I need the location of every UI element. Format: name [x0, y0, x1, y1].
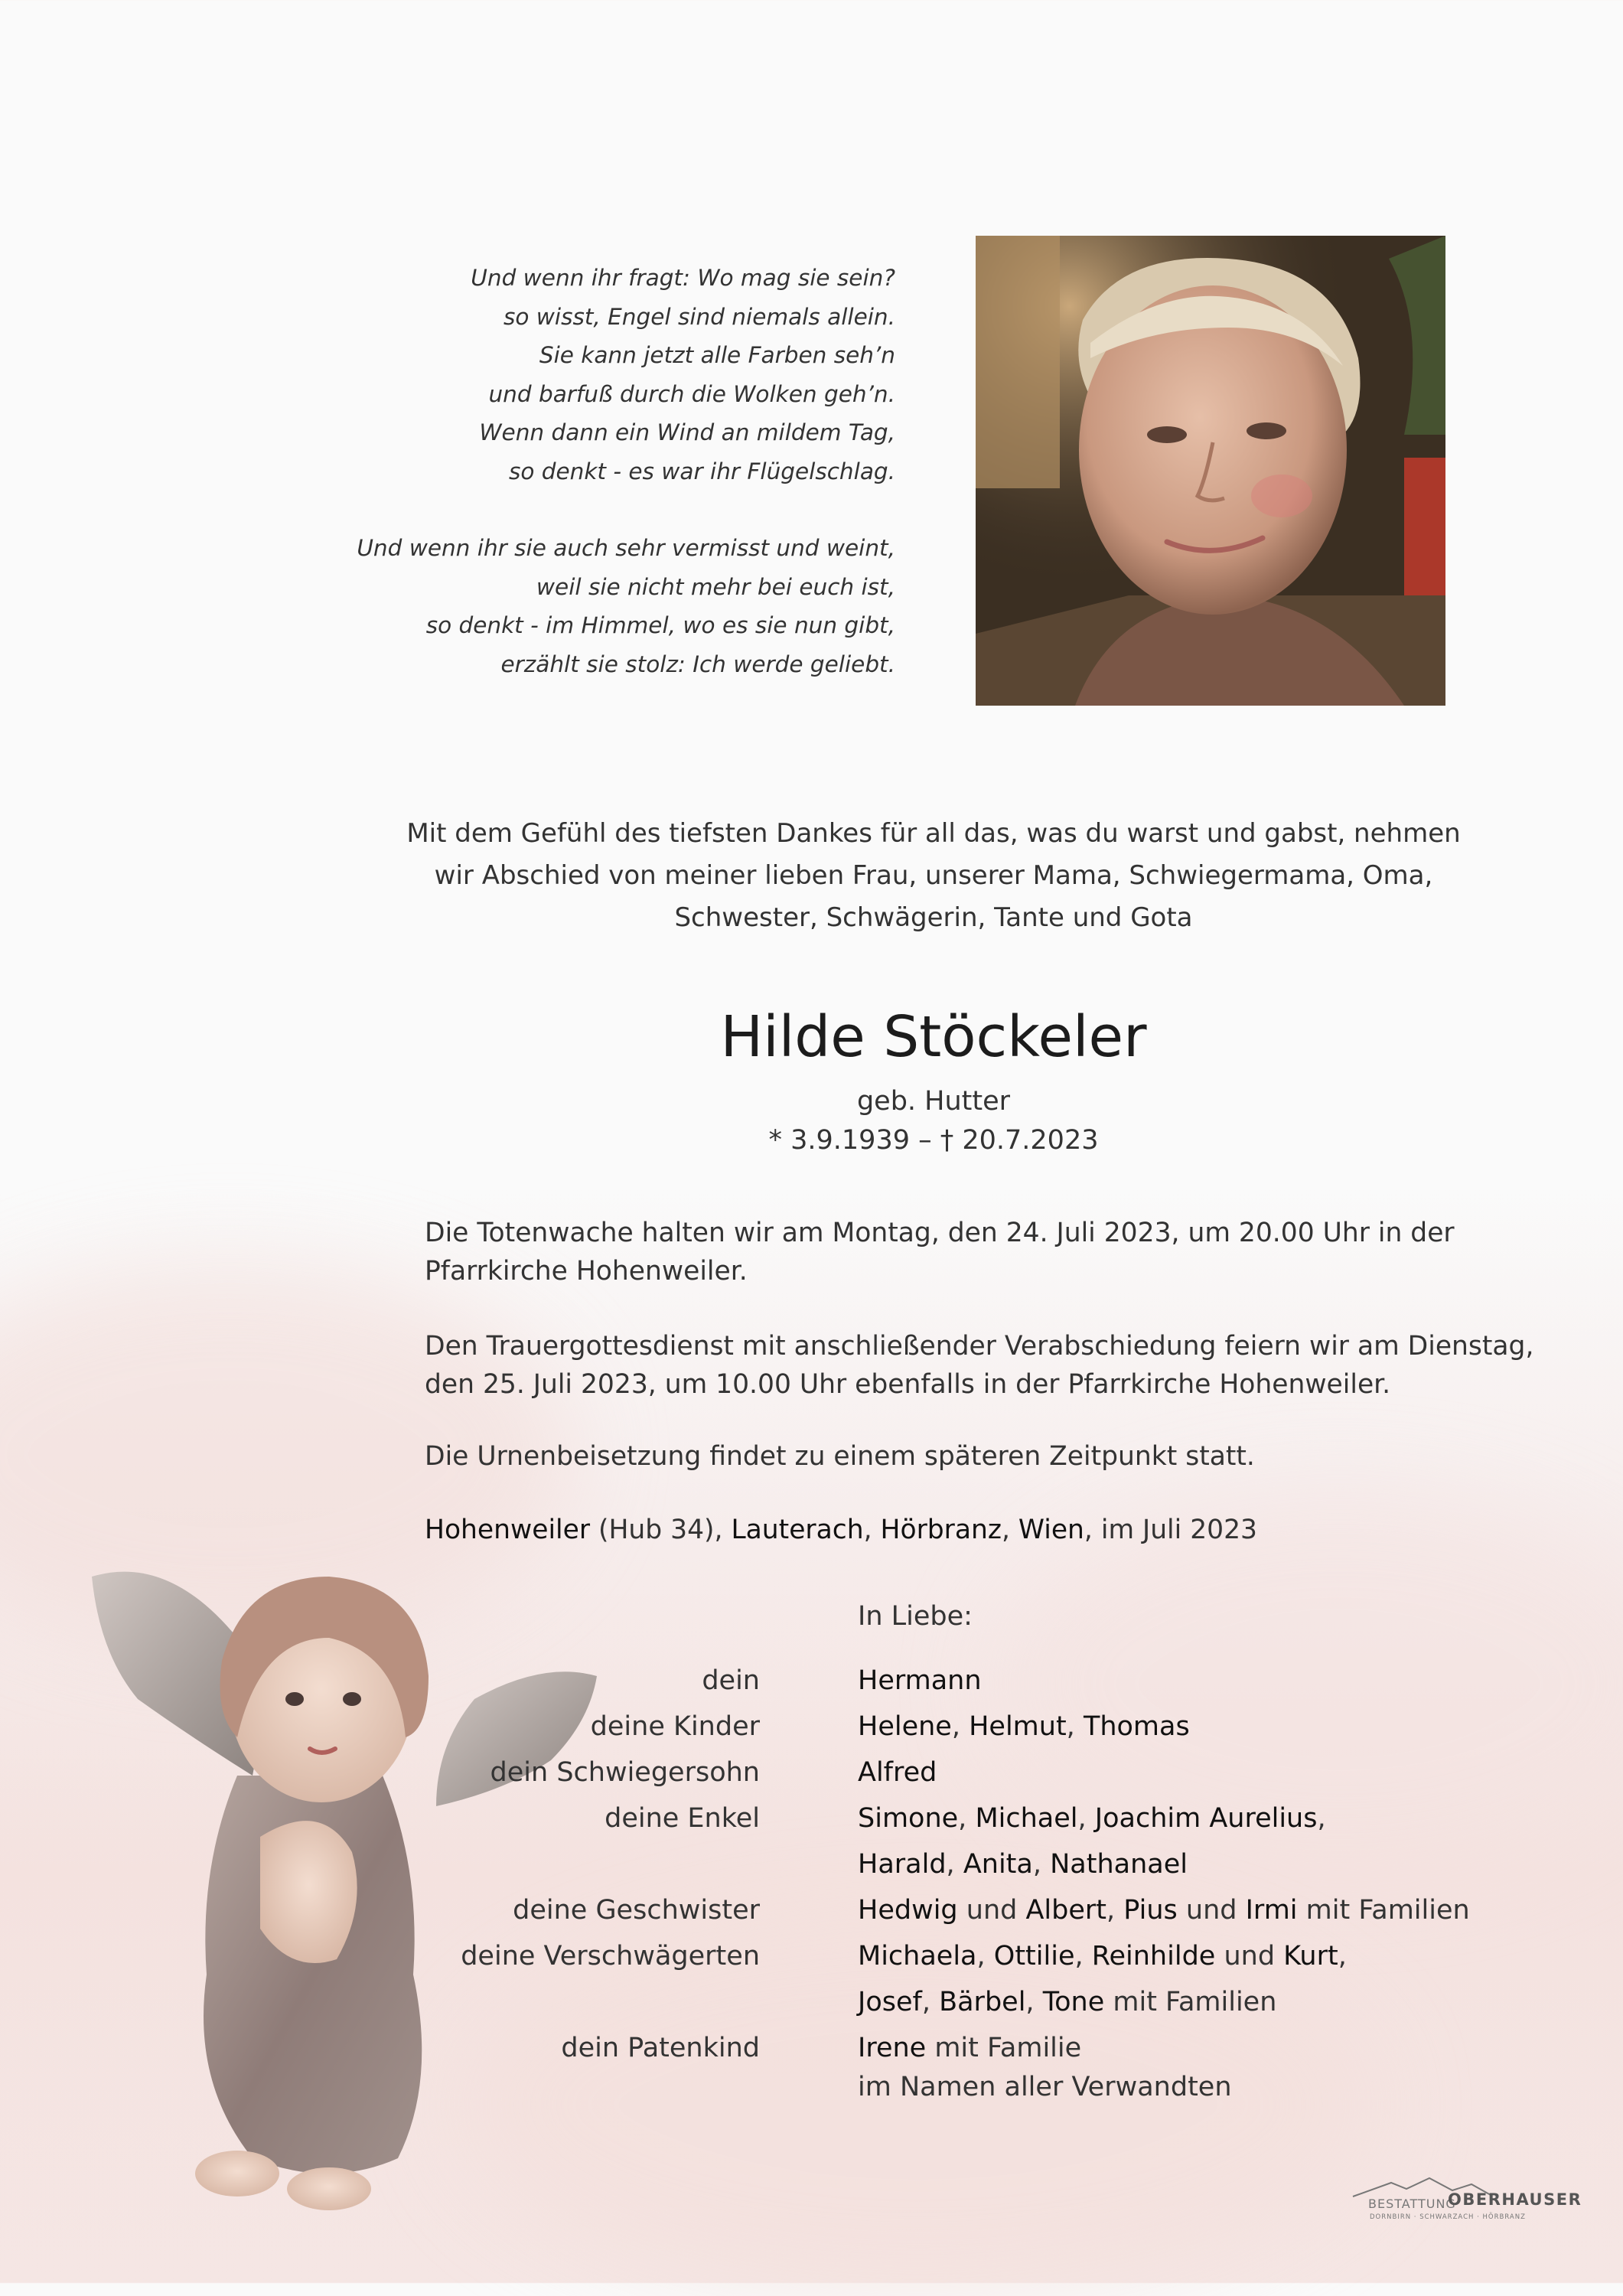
life-dates: * 3.9.1939 – † 20.7.2023: [768, 1125, 1099, 1156]
mourner-relation: dein Patenkind: [561, 2033, 760, 2063]
mourner-name: Helene: [858, 1711, 952, 1742]
mourner-connector: ,: [1032, 1849, 1051, 1880]
mourner-name: Tone: [1042, 1987, 1105, 2017]
mourner-name: Ottilie: [993, 1941, 1075, 1971]
mourner-name: Harald: [858, 1849, 947, 1880]
poem-line: erzählt sie stolz: Ich werde geliebt.: [500, 651, 895, 677]
mourner-connector: ,: [1106, 1895, 1124, 1926]
mourner-name: Kurt: [1283, 1941, 1338, 1971]
farewell-intro: [398, 813, 1469, 939]
mourner-row: [497, 1887, 1492, 1933]
closing-text: im Namen aller Verwandten: [858, 2072, 1232, 2102]
mourner-row: [490, 1750, 1492, 1795]
intro-line: Mit dem Gefühl des tiefsten Dankes für all das, was du warst und gabst, nehmen: [406, 818, 1461, 849]
wake-line: Die Totenwache halten wir am Montag, den 24. Juli 2023, um 20.00 Uhr in der: [425, 1218, 1455, 1248]
place-separator: ,: [863, 1515, 881, 1545]
mourner-connector: ,: [1338, 1941, 1347, 1971]
mourner-connector: ,: [976, 1941, 994, 1971]
mourner-name: Nathanael: [1050, 1849, 1188, 1880]
mourner-row: [461, 1933, 1492, 1979]
mourner-name: Simone: [858, 1803, 959, 1834]
portrait-photo: [976, 236, 1445, 706]
wake-line: Pfarrkirche Hohenweiler.: [425, 1256, 748, 1287]
place-separator: (Hub 34),: [590, 1515, 732, 1545]
mourner-name: Josef: [858, 1987, 922, 2017]
mourner-connector: und: [1215, 1941, 1284, 1971]
intro-line: wir Abschied von meiner lieben Frau, unserer Mama, Schwiegermama, Oma,: [434, 860, 1433, 891]
mourner-connector: ,: [1066, 1711, 1084, 1742]
mourner-names: [858, 1841, 1188, 1887]
mourner-name: Bärbel: [939, 1987, 1026, 2017]
logo-locations: DORNBIRN · SCHWARZACH · HÖRBRANZ: [1370, 2213, 1526, 2221]
mourner-name: Thomas: [1083, 1711, 1190, 1742]
logo-name: OBERHAUSER: [1448, 2190, 1582, 2209]
deceased-name: Hilde Stöckeler: [720, 1004, 1147, 1070]
burial-line: Die Urnenbeisetzung findet zu einem späteren Zeitpunkt statt.: [425, 1441, 1255, 1472]
places-line: [425, 1511, 1446, 1549]
mourner-connector: ,: [958, 1803, 976, 1834]
closing-row: [497, 2064, 1492, 2110]
mourner-name: Helmut: [969, 1711, 1067, 1742]
mourner-relation: deine Kinder: [590, 1711, 760, 1742]
poem-stanza-1: [321, 259, 895, 491]
place: Wien: [1018, 1515, 1084, 1545]
mourner-connector: ,: [946, 1849, 963, 1880]
poem-line: weil sie nicht mehr bei euch ist,: [536, 573, 895, 600]
funeral-home-logo: [1345, 2180, 1582, 2226]
mourners-heading: In Liebe:: [858, 1601, 973, 1632]
place: Hohenweiler: [425, 1515, 591, 1545]
mourner-row: [497, 1795, 1492, 1841]
mourner-connector: ,: [1074, 1941, 1092, 1971]
mourner-row: [497, 1704, 1492, 1750]
mourner-relation: dein Schwiegersohn: [490, 1757, 760, 1788]
mourner-name: Joachim Aurelius: [1094, 1803, 1318, 1834]
mourner-name: Michael: [975, 1803, 1078, 1834]
place-separator: , im Juli 2023: [1084, 1515, 1257, 1545]
mourner-name: Irene: [858, 2033, 927, 2063]
mourner-relation: dein: [702, 1665, 760, 1696]
poem-line: Wenn dann ein Wind an mildem Tag,: [479, 419, 895, 445]
mourner-names: [858, 1658, 982, 1704]
mourner-connector: ,: [1025, 1987, 1043, 2017]
poem-line: und barfuß durch die Wolken geh’n.: [488, 380, 895, 407]
mourner-row: [497, 1979, 1492, 2025]
mourner-name: Reinhilde: [1091, 1941, 1216, 1971]
mourner-names: [858, 1750, 937, 1795]
mourner-connector: ,: [1317, 1803, 1326, 1834]
mourner-connector: mit Familie: [926, 2033, 1082, 2063]
mourner-name: Pius: [1123, 1895, 1178, 1926]
poem-line: Und wenn ihr fragt: Wo mag sie sein?: [471, 265, 895, 291]
mourner-name: Michaela: [858, 1941, 977, 1971]
place-separator: ,: [1001, 1515, 1018, 1545]
mourner-relation: deine Geschwister: [513, 1895, 760, 1926]
mourner-name: Alfred: [858, 1757, 937, 1788]
mourner-names: [858, 1979, 1276, 2025]
service-line: den 25. Juli 2023, um 10.00 Uhr ebenfalls in der Pfarrkirche Hohenweiler.: [425, 1369, 1391, 1400]
mourner-row: [497, 1841, 1492, 1887]
mourner-connector: ,: [921, 1987, 940, 2017]
portrait-illustration: [976, 236, 1445, 706]
mourner-names: [858, 1704, 1190, 1750]
mourner-names: [858, 1933, 1347, 1979]
birth-name: geb. Hutter: [856, 1086, 1011, 1117]
mourners-heading-row: [497, 1593, 1492, 1639]
mourner-connector: und: [957, 1895, 1026, 1926]
places-text: [425, 1511, 1446, 1549]
poem: [321, 259, 895, 722]
logo-prefix: BESTATTUNG: [1368, 2197, 1456, 2211]
mourner-row: [497, 1658, 1492, 1704]
intro-line: Schwester, Schwägerin, Tante und Gota: [674, 902, 1193, 933]
poem-line: so denkt - im Himmel, wo es sie nun gibt,: [425, 612, 895, 638]
service-paragraph: [425, 1327, 1534, 1404]
poem-line: Sie kann jetzt alle Farben seh’n: [539, 342, 895, 368]
mourner-name: Hermann: [858, 1665, 982, 1696]
mourner-connector: mit Familien: [1104, 1987, 1277, 2017]
mourner-name: Anita: [963, 1849, 1033, 1880]
burial-paragraph: [425, 1437, 1446, 1476]
poem-line: Und wenn ihr sie auch sehr vermisst und weint,: [357, 535, 895, 561]
place: Hörbranz: [880, 1515, 1002, 1545]
poem-line: so denkt - es war ihr Flügelschlag.: [508, 458, 895, 484]
mourner-relation: deine Enkel: [605, 1803, 760, 1834]
place: Lauterach: [731, 1515, 864, 1545]
mourner-connector: ,: [1077, 1803, 1095, 1834]
mourner-name: Irmi: [1245, 1895, 1298, 1926]
mourner-connector: ,: [951, 1711, 970, 1742]
poem-line: so wisst, Engel sind niemals allein.: [503, 303, 895, 330]
mourner-name: Hedwig: [858, 1895, 958, 1926]
mourner-names: [858, 1795, 1326, 1841]
wake-paragraph: [425, 1214, 1455, 1290]
poem-stanza-2: [321, 529, 895, 683]
mourner-name: Albert: [1025, 1895, 1107, 1926]
mourner-names: [858, 1887, 1470, 1933]
mourner-connector: und: [1177, 1895, 1246, 1926]
service-line: Den Trauergottesdienst mit anschließender Verabschiedung feiern wir am Dienstag,: [425, 1331, 1534, 1362]
mourner-relation: deine Verschwägerten: [461, 1941, 760, 1971]
mourner-connector: mit Familien: [1297, 1895, 1470, 1926]
